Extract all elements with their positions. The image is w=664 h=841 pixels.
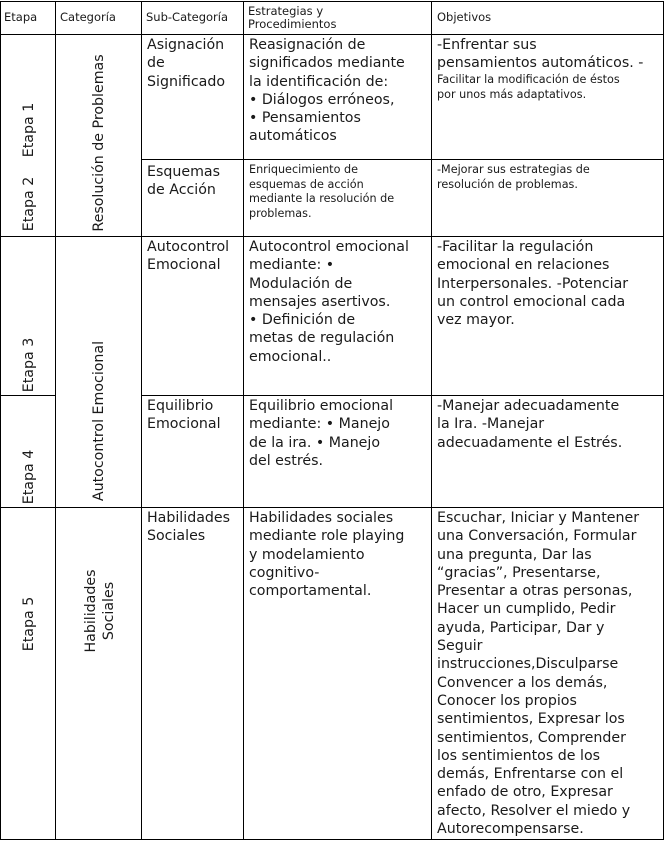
estrategia-cell: Reasignación de significados mediante la identificación de: • Diálogos erróneos, • Pensamientos automáticos	[249, 37, 405, 145]
row-divider	[0, 236, 664, 237]
header-row-divider	[0, 34, 664, 35]
categoria-resolucion: Resolución de Problemas	[91, 54, 107, 232]
row-divider	[0, 507, 664, 508]
etapa-label: Etapa 5	[21, 596, 37, 652]
header-objetivos: Objetivos	[437, 10, 492, 24]
header-subcategoria: Sub-Categoría	[146, 10, 229, 24]
subcategoria-cell: Autocontrol Emocional	[147, 239, 230, 274]
row-divider	[141, 395, 664, 396]
row-divider	[141, 159, 664, 160]
objetivo-cell: Escuchar, Iniciar y Mantener una Conversación, Formular una pregunta, Dar las “gracias”, Presentarse, Presentar a otras personas, Hacer un cumplido, Pedir ayuda, Participar, Dar y Seguir instrucciones,Disculparse Convencer a los demás, Conocer los propios sentimientos, Expresar los sentimientos, Comprender los sentimientos de los demás, Enfrentarse con el enfado de otro, Expresar afecto, Resolver el miedo y Autorecompensarse.	[437, 510, 640, 838]
categoria-habilidades: Habilidades Sociales	[83, 569, 117, 653]
objetivo-cell: -Manejar adecuadamente la Ira. -Manejar adecuadamente el Estrés.	[437, 398, 623, 451]
objetivo-cell: -Mejorar sus estrategias de resolución de problemas.	[437, 163, 590, 191]
column-divider	[243, 1, 244, 840]
categoria-autocontrol: Autocontrol Emocional	[91, 340, 107, 502]
objetivo-cell: -Enfrentar sus	[437, 37, 537, 53]
table-border-bottom	[0, 839, 664, 840]
etapa-label: Etapa 2	[21, 176, 37, 232]
etapa-label: Etapa 3	[21, 337, 37, 393]
objetivo-cell: pensamientos automáticos. -	[437, 55, 644, 71]
subcategoria-cell: Habilidades Sociales	[147, 510, 231, 545]
objetivo-cell: Facilitar la modificación de éstos por unos más adaptativos.	[437, 73, 620, 101]
estrategia-cell: Habilidades sociales mediante role playing y modelamiento cognitivo- comportamental.	[249, 510, 405, 600]
column-divider	[431, 1, 432, 840]
subcategoria-cell: Esquemas de Acción	[147, 164, 220, 199]
subcategoria-cell: Asignación de Significado	[147, 37, 226, 90]
header-categoria: Categoría	[60, 10, 116, 24]
table-border-left	[0, 1, 1, 840]
estrategia-cell: Enriquecimiento de esquemas de acción mediante la resolución de problemas.	[249, 163, 395, 221]
column-divider	[55, 1, 56, 840]
subcategoria-cell: Equilibrio Emocional	[147, 398, 221, 433]
column-divider	[141, 1, 142, 840]
table-border-top	[0, 1, 664, 2]
objetivo-cell: -Facilitar la regulación emocional en relaciones Interpersonales. -Potenciar un control emocional cada vez mayor.	[437, 239, 629, 329]
header-etapa: Etapa	[4, 10, 38, 24]
etapa-label: Etapa 1	[21, 102, 37, 158]
estrategia-cell: Autocontrol emocional mediante: • Modulación de mensajes asertivos. • Definición de metas de regulación emocional..	[249, 239, 409, 365]
etapa-label: Etapa 4	[21, 449, 37, 505]
estrategia-cell: Equilibrio emocional mediante: • Manejo de la ira. • Manejo del estrés.	[249, 398, 394, 469]
header-estrategias: Estrategias y Procedimientos	[248, 4, 337, 31]
row-divider	[0, 395, 55, 396]
